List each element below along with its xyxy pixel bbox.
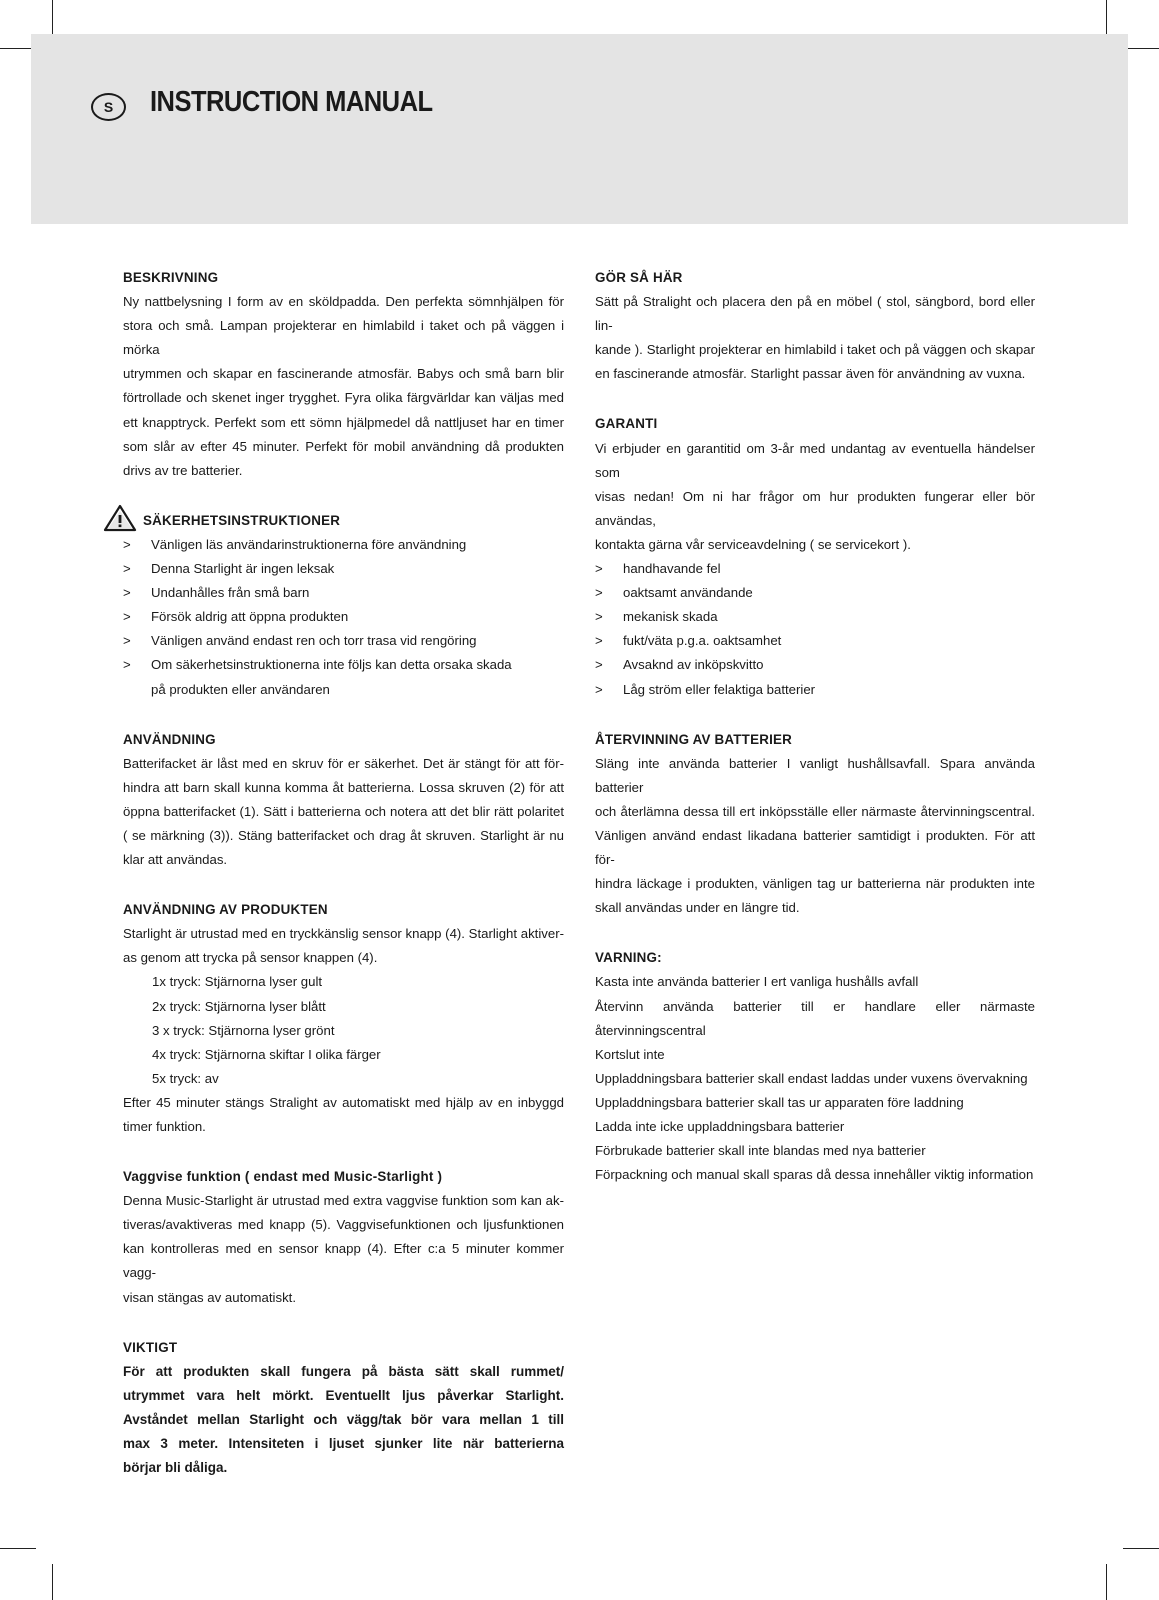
section-heading: ANVÄNDNING [123, 731, 216, 747]
text-line: Återvinn använda batterier till er handlare eller närmaste återvinningscentral [595, 998, 1035, 1038]
section-heading: GARANTI [595, 416, 658, 432]
crop-mark [52, 0, 53, 36]
crop-mark [1123, 1548, 1159, 1549]
section-heading: GÖR SÅ HÄR [595, 270, 683, 285]
list-item [123, 678, 564, 702]
text-line: Denna Music-Starlight är utrustad med extra vaggvise funktion som kan ak- [123, 1193, 564, 1209]
bullet-arrow-icon: > [123, 633, 131, 649]
bullet-arrow-icon: > [595, 561, 603, 577]
crop-mark [1106, 0, 1107, 36]
text-line: timer funktion. [123, 1119, 206, 1134]
section-body-after [123, 1091, 564, 1139]
section-body [595, 290, 1035, 386]
section-gor-sa-har [595, 266, 1035, 386]
bullet-arrow-icon: > [595, 657, 603, 673]
text-line: hindra att barn skall kunna komma åt batterierna. Lossa skruven (2) för att [123, 779, 564, 795]
list-item [595, 678, 1035, 702]
bullet-arrow-icon: > [123, 657, 131, 673]
section-body [123, 1189, 564, 1309]
text-line: drivs av tre batterier. [123, 462, 243, 478]
list-item-text: Vänligen läs användarinstruktionerna före användning [151, 536, 467, 552]
text-line: en fascinerande atmosfär. Starlight passar även för användning av vuxna. [595, 366, 1026, 382]
text-line: Ny nattbelysning I form av en sköldpadda. Den perfekta sömnhjälpen för [123, 294, 564, 310]
text-line: ett knapptryck. Perfekt som ett sömn hjälpmedel då nattljuset har en timer [123, 414, 564, 430]
text-line: kan kontrolleras med en sensor knapp (4). Efter c:a 5 minuter kommer vagg- [123, 1241, 564, 1281]
left-column [123, 266, 564, 1480]
press-step: 4x tryck: Stjärnorna skiftar I olika färger [152, 1046, 381, 1062]
text-line: utrymmen och skapar en fascinerande atmosfär. Babys och små barn blir [123, 366, 564, 382]
text-line: max 3 meter. Intensiteten i ljuset sjunker lite när batterierna [123, 1436, 564, 1452]
press-steps [123, 970, 564, 1090]
section-body [595, 437, 1035, 557]
section-anvandning-av-produkten [123, 898, 564, 1139]
text-line: kontakta gärna vår serviceavdelning ( se servicekort ). [595, 536, 911, 552]
list-item-text: Försök aldrig att öppna produkten [151, 609, 349, 625]
text-line: Sätt på Stralight och placera den på en möbel ( stol, sängbord, bord eller lin- [595, 294, 1035, 334]
text-line: Uppladdningsbara batterier skall endast laddas under vuxens övervakning [595, 1070, 1028, 1086]
press-step: 1x tryck: Stjärnorna lyser gult [152, 974, 323, 990]
list-item [123, 629, 564, 653]
section-beskrivning [123, 266, 564, 483]
section-heading: Vaggvise funktion ( endast med Music-Starlight ) [123, 1169, 443, 1185]
list-item-text: Avsaknd av inköpskvitto [623, 657, 764, 673]
crop-mark [1123, 48, 1159, 49]
header-banner [31, 34, 1128, 224]
list-item-text: fukt/väta p.g.a. oaktsamhet [623, 633, 782, 649]
section-sakerhet [123, 509, 564, 702]
list-item [595, 557, 1035, 581]
section-body [595, 752, 1035, 921]
section-body [123, 752, 564, 872]
list-item [595, 581, 1035, 605]
list-item [123, 533, 564, 557]
bullet-arrow-icon: > [595, 633, 603, 649]
text-line: som slår av efter 45 minuter. Perfekt för mobil användning då produkten [123, 438, 564, 454]
text-line: stora och små. Lampan projekterar en himlabild i taket och på väggen i mörka [123, 318, 564, 358]
crop-mark [1106, 1564, 1107, 1600]
press-step: 3 x tryck: Stjärnorna lyser grönt [152, 1022, 335, 1038]
text-line: Uppladdningsbara batterier skall tas ur apparaten före laddning [595, 1094, 964, 1110]
text-line: tiveras/avaktiveras med knapp (5). Vaggvisefunktionen och ljusfunktionen [123, 1217, 564, 1233]
list-item-text: Denna Starlight är ingen leksak [151, 561, 335, 577]
list-item-text: oaktsamt användande [623, 585, 753, 601]
text-line: öppna batterifacket (1). Sätt i batterierna och notera att det blir rätt polaritet [123, 803, 564, 819]
list-item-text: Låg ström eller felaktiga batterier [623, 681, 816, 697]
section-heading: ANVÄNDNING AV PRODUKTEN [123, 902, 328, 918]
section-body [123, 290, 564, 483]
text-line: utrymmet vara helt mörkt. Eventuellt ljus påverkar Starlight. [123, 1387, 564, 1403]
section-body [123, 1360, 564, 1480]
section-atervinning [595, 728, 1035, 921]
right-column [595, 266, 1035, 1187]
warranty-exclusions-list [595, 557, 1035, 702]
section-vaggvise [123, 1165, 564, 1310]
text-line: klar att användas. [123, 852, 228, 868]
section-body [595, 970, 1035, 1187]
bullet-arrow-icon: > [595, 585, 603, 601]
section-anvandning [123, 728, 564, 873]
list-item-text: Undanhålles från små barn [151, 585, 310, 601]
list-item-text: handhavande fel [623, 561, 721, 577]
list-item [595, 653, 1035, 677]
list-item-text: Vänligen använd endast ren och torr trasa vid rengöring [151, 633, 477, 649]
bullet-arrow-icon: > [595, 609, 603, 625]
bullet-arrow-icon: > [123, 536, 131, 552]
crop-mark [52, 1564, 53, 1600]
section-viktigt [123, 1336, 564, 1481]
text-line: skall användas under en längre tid. [595, 900, 800, 916]
list-item [123, 653, 564, 677]
text-line: Förpackning och manual skall sparas då dessa innehåller viktig information [595, 1167, 1034, 1183]
text-line: Kortslut inte [595, 1046, 665, 1062]
text-line: visas nedan! Om ni har frågor om hur produkten fungerar eller bör användas, [595, 488, 1035, 528]
section-heading: VIKTIGT [123, 1339, 178, 1355]
text-line: Kasta inte använda batterier I ert vanliga hushålls avfall [595, 974, 919, 990]
text-line: Efter 45 minuter stängs Stralight av automatiskt med hjälp av en inbyggd [123, 1094, 564, 1110]
list-item [595, 629, 1035, 653]
text-line: förtrollade och skenet inger trygghet. Fyra olika färgvärldar kan väljas med [123, 390, 564, 406]
text-line: Förbrukade batterier skall inte blandas med nya batterier [595, 1143, 926, 1159]
warning-triangle-icon [103, 504, 137, 532]
text-line: Vi erbjuder en garantitid om 3-år med undantag av eventuella händelser som [595, 440, 1035, 480]
text-line: börjar bli dåliga. [123, 1460, 228, 1476]
text-line: kande ). Starlight projekterar en himlabild i taket och på väggen och skapar [595, 342, 1035, 358]
list-item-text: Om säkerhetsinstruktionerna inte följs kan detta orsaka skada [151, 657, 512, 673]
text-line: visan stängas av automatiskt. [123, 1289, 296, 1305]
bullet-arrow-icon: > [123, 561, 131, 577]
bullet-arrow-icon: > [123, 609, 131, 625]
list-item [123, 557, 564, 581]
bullet-arrow-icon: > [123, 585, 131, 601]
section-body [123, 922, 564, 970]
bullet-arrow-icon: > [595, 681, 603, 697]
text-line: Ladda inte icke uppladdningsbara batterier [595, 1119, 845, 1134]
text-line: hindra läckage i produkten, vänligen tag ur batterierna när produkten inte [595, 876, 1035, 892]
list-item-text: mekanisk skada [623, 609, 718, 625]
section-heading: BESKRIVNING [123, 270, 219, 285]
press-step: 5x tryck: av [152, 1070, 219, 1086]
text-line: as genom att trycka på sensor knappen (4). [123, 950, 378, 966]
text-line: Starlight är utrustad med en tryckkänslig sensor knapp (4). Starlight aktiver- [123, 926, 564, 942]
text-line: Batterifacket är låst med en skruv för er säkerhet. Det är stängt för att för- [123, 755, 564, 771]
list-item [595, 605, 1035, 629]
list-item [123, 605, 564, 629]
section-varning [595, 946, 1035, 1187]
list-item [123, 581, 564, 605]
text-line: Vänligen använd endast likadana batterier samtidigt i produkten. För att för- [595, 827, 1035, 868]
text-line: och återlämna dessa till ert inköpsställe eller närmaste återvinningscentral. [595, 803, 1035, 819]
text-line: Avståndet mellan Starlight och vägg/tak bör vara mellan 1 till [123, 1411, 564, 1427]
language-badge: S [91, 93, 126, 121]
section-heading: SÄKERHETSINSTRUKTIONER [143, 512, 341, 528]
text-line: ( se märkning (3)). Stäng batterifacket och drag åt skruven. Starlight är nu [123, 827, 564, 843]
text-line: För att produkten skall fungera på bästa sätt skall rummet/ [123, 1363, 564, 1379]
list-item-text: på produkten eller användaren [151, 681, 330, 697]
text-line: Släng inte använda batterier I vanligt hushållsavfall. Spara använda batterier [595, 755, 1035, 795]
press-step: 2x tryck: Stjärnorna lyser blått [152, 998, 326, 1014]
section-heading: ÅTERVINNING AV BATTERIER [595, 731, 792, 747]
crop-mark [0, 1548, 36, 1549]
section-garanti [595, 412, 1035, 701]
safety-list [123, 533, 564, 702]
page-title: INSTRUCTION MANUAL [150, 86, 433, 118]
section-heading: VARNING: [595, 950, 662, 966]
section-heading-wrapper [123, 509, 564, 533]
